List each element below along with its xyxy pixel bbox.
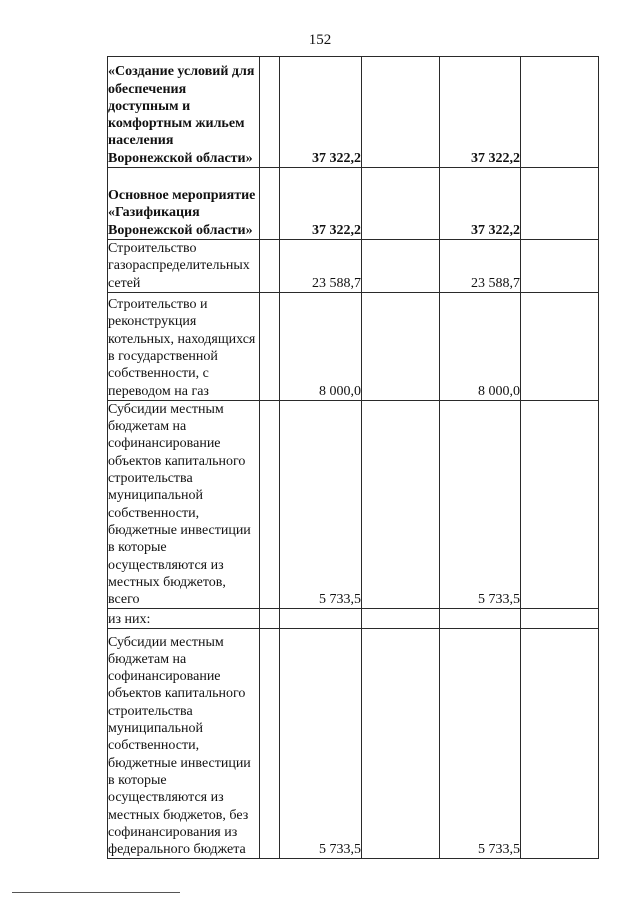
value-cell: 37 322,2	[280, 57, 362, 168]
table-row	[108, 629, 599, 859]
table-row	[108, 400, 599, 609]
empty-cell	[521, 609, 599, 629]
empty-cell	[260, 400, 280, 609]
row-name: Строительство и реконструкция котельных, находящихся в государственной собственности, с переводом на газ	[108, 292, 260, 400]
value-cell: 5 733,5	[280, 400, 362, 609]
empty-cell	[362, 400, 440, 609]
table-row	[108, 292, 599, 400]
empty-cell	[260, 168, 280, 240]
empty-cell	[362, 629, 440, 859]
row-name: Субсидии местным бюджетам на софинансирование объектов капитального строительства муниципальной собственности, бюджетные инвестиции в которые осуществляются из местных бюджетов, всего	[108, 400, 260, 609]
table-row	[108, 240, 599, 293]
value-cell: 37 322,2	[280, 168, 362, 240]
empty-cell	[521, 57, 599, 168]
empty-cell	[521, 629, 599, 859]
row-name: Субсидии местным бюджетам на софинансирование объектов капитального строительства муниципальной собственности, бюджетные инвестиции в которые осуществляются из местных бюджетов, без софинансирования из федерального бюджета	[108, 629, 260, 859]
value-cell: 8 000,0	[440, 292, 521, 400]
empty-cell	[362, 57, 440, 168]
empty-cell	[260, 292, 280, 400]
empty-cell	[362, 609, 440, 629]
empty-cell	[362, 168, 440, 240]
empty-cell	[260, 609, 280, 629]
row-name: Основное мероприятие «Газификация Воронежской области»	[108, 168, 260, 240]
row-name: Строительство газораспределительных сетей	[108, 240, 260, 293]
footer-divider	[12, 892, 180, 893]
value-cell: 5 733,5	[440, 400, 521, 609]
empty-cell	[521, 168, 599, 240]
value-cell	[280, 609, 362, 629]
table-row	[108, 609, 599, 629]
table-row	[108, 57, 599, 168]
value-cell: 5 733,5	[440, 629, 521, 859]
row-name: «Создание условий для обеспечения доступным и комфортным жильем населения Воронежской области»	[108, 57, 260, 168]
empty-cell	[362, 292, 440, 400]
empty-cell	[260, 629, 280, 859]
row-name: из них:	[108, 609, 260, 629]
empty-cell	[362, 240, 440, 293]
value-cell: 37 322,2	[440, 168, 521, 240]
value-cell: 8 000,0	[280, 292, 362, 400]
empty-cell	[521, 292, 599, 400]
empty-cell	[521, 240, 599, 293]
budget-table	[107, 56, 599, 859]
page-number: 152	[308, 32, 332, 48]
value-cell: 23 588,7	[280, 240, 362, 293]
empty-cell	[521, 400, 599, 609]
value-cell: 37 322,2	[440, 57, 521, 168]
value-cell: 5 733,5	[280, 629, 362, 859]
value-cell	[440, 609, 521, 629]
empty-cell	[260, 240, 280, 293]
empty-cell	[260, 57, 280, 168]
value-cell: 23 588,7	[440, 240, 521, 293]
table-row	[108, 168, 599, 240]
